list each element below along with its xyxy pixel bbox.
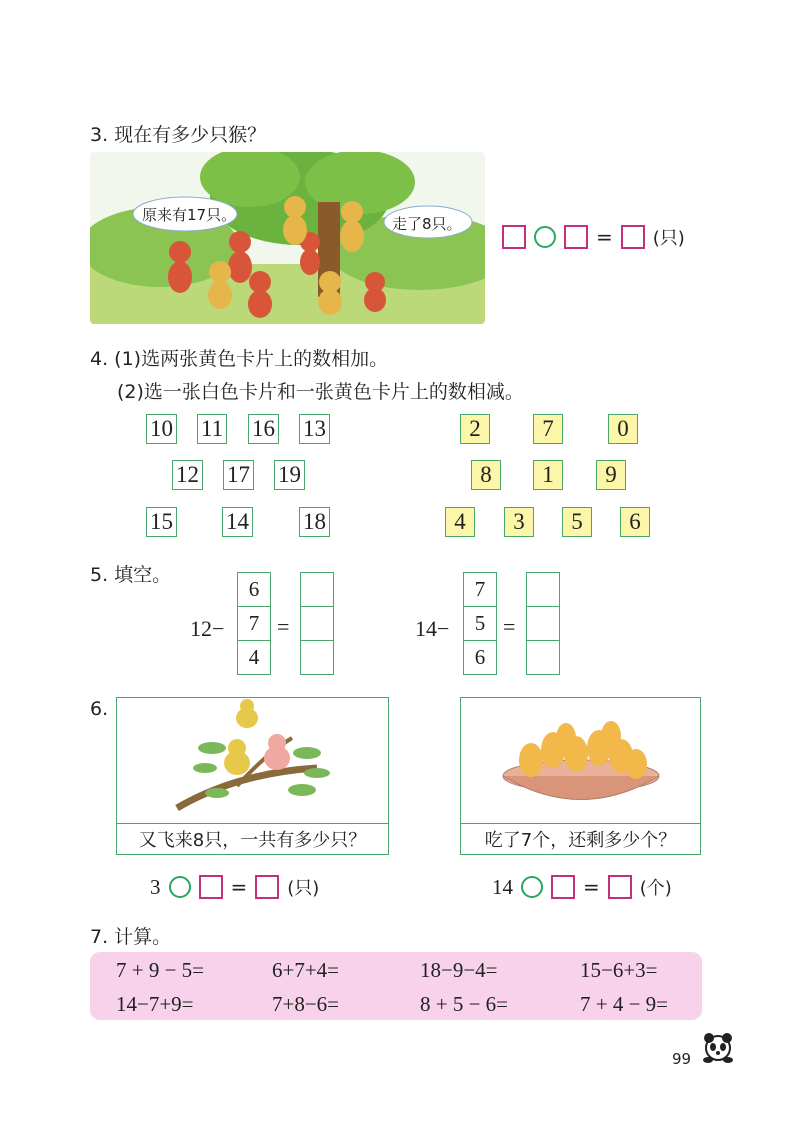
yellow-card: 8 (471, 460, 501, 490)
answer-cell[interactable] (527, 607, 559, 641)
answer-box[interactable] (564, 225, 588, 249)
q4-line2: (2)选一张白色卡片和一张黄色卡片上的数相减。 (117, 381, 524, 403)
answer-cell[interactable] (301, 607, 333, 641)
start-number: 3 (150, 874, 161, 899)
white-card: 14 (222, 507, 253, 537)
yellow-card: 1 (533, 460, 563, 490)
q6-right-equation (492, 874, 672, 900)
white-card: 16 (248, 414, 279, 444)
yellow-card: 6 (620, 507, 650, 537)
equals-sign: = (596, 225, 613, 249)
answer-stack-left (300, 572, 334, 675)
answer-box[interactable] (621, 225, 645, 249)
panda-icon (700, 1030, 736, 1070)
q4-line1: 4. (1)选两张黄色卡片上的数相加。 (90, 348, 389, 370)
equals-sign: = (503, 614, 516, 639)
page-number: 99 (672, 1050, 692, 1068)
answer-box[interactable] (551, 875, 575, 899)
monkey-illustration (90, 152, 485, 324)
white-card: 11 (197, 414, 227, 444)
white-card: 10 (146, 414, 177, 444)
calc-problem: 18−9−4= (420, 958, 498, 982)
subtrahend: 7 (238, 607, 270, 641)
yellow-card: 4 (445, 507, 475, 537)
white-card: 17 (223, 460, 254, 490)
calc-problem: 7 + 4 − 9= (580, 992, 669, 1016)
answer-cell[interactable] (527, 641, 559, 674)
q3-equation (502, 224, 685, 250)
yellow-card: 2 (460, 414, 490, 444)
bubble-left-count: 走了8只。 (392, 215, 462, 233)
yellow-card: 0 (608, 414, 638, 444)
white-card: 18 (299, 507, 330, 537)
unit-label: (只) (652, 228, 685, 249)
white-card: 12 (172, 460, 203, 490)
subtrahend: 6 (474, 645, 486, 669)
subtrahend: 7 (464, 573, 496, 607)
equals-sign: = (583, 875, 600, 899)
q6-number: 6. (90, 698, 109, 720)
equals-sign: = (277, 614, 290, 639)
yellow-card: 7 (533, 414, 563, 444)
calc-panel (90, 952, 702, 1020)
answer-box[interactable] (255, 875, 279, 899)
operator-circle[interactable] (521, 876, 543, 898)
subtrahend-stack-left (237, 572, 271, 675)
birds-caption: 又飞来8只，一共有多少只？ (117, 823, 388, 854)
answer-cell[interactable] (527, 573, 559, 607)
bubble-original-count: 原来有17只。 (142, 206, 237, 224)
answer-box[interactable] (608, 875, 632, 899)
answer-stack-right (526, 572, 560, 675)
answer-box[interactable] (199, 875, 223, 899)
unit-label: (只) (287, 878, 320, 899)
answer-cell[interactable] (301, 641, 333, 674)
calc-problem: 8 + 5 − 6= (420, 992, 509, 1016)
white-card: 15 (146, 507, 177, 537)
white-card: 13 (299, 414, 330, 444)
subtrahend: 5 (464, 607, 496, 641)
answer-box[interactable] (502, 225, 526, 249)
minuend-left: 12− (190, 616, 225, 641)
birds-panel (116, 697, 389, 855)
q5-title: 5. 填空。 (90, 564, 172, 586)
fruit-panel (460, 697, 701, 855)
calc-problem: 6+7+4= (272, 958, 340, 982)
subtrahend: 4 (248, 645, 260, 669)
birds-on-branch-illustration (117, 698, 387, 823)
subtrahend-stack-right (463, 572, 497, 675)
start-number: 14 (492, 874, 513, 899)
yellow-card: 9 (596, 460, 626, 490)
calc-problem: 7+8−6= (272, 992, 340, 1016)
operator-circle[interactable] (169, 876, 191, 898)
operator-circle[interactable] (534, 226, 556, 248)
yellow-card: 3 (504, 507, 534, 537)
equals-sign: = (230, 875, 248, 899)
yellow-card: 5 (562, 507, 592, 537)
calc-problem: 15−6+3= (580, 958, 658, 982)
fruit-bowl-illustration (461, 698, 699, 823)
q3-title: 3. 现在有多少只猴？ (90, 124, 267, 146)
calc-problem: 7 + 9 − 5= (116, 958, 205, 982)
fruit-caption: 吃了7个，还剩多少个？ (461, 823, 700, 854)
subtrahend: 6 (238, 573, 270, 607)
minuend-right: 14− (415, 616, 450, 641)
calc-problem: 14−7+9= (116, 992, 194, 1016)
white-card: 19 (274, 460, 305, 490)
answer-cell[interactable] (301, 573, 333, 607)
q6-left-equation (150, 874, 319, 900)
q7-title: 7. 计算。 (90, 926, 172, 948)
unit-label: (个) (639, 878, 672, 899)
